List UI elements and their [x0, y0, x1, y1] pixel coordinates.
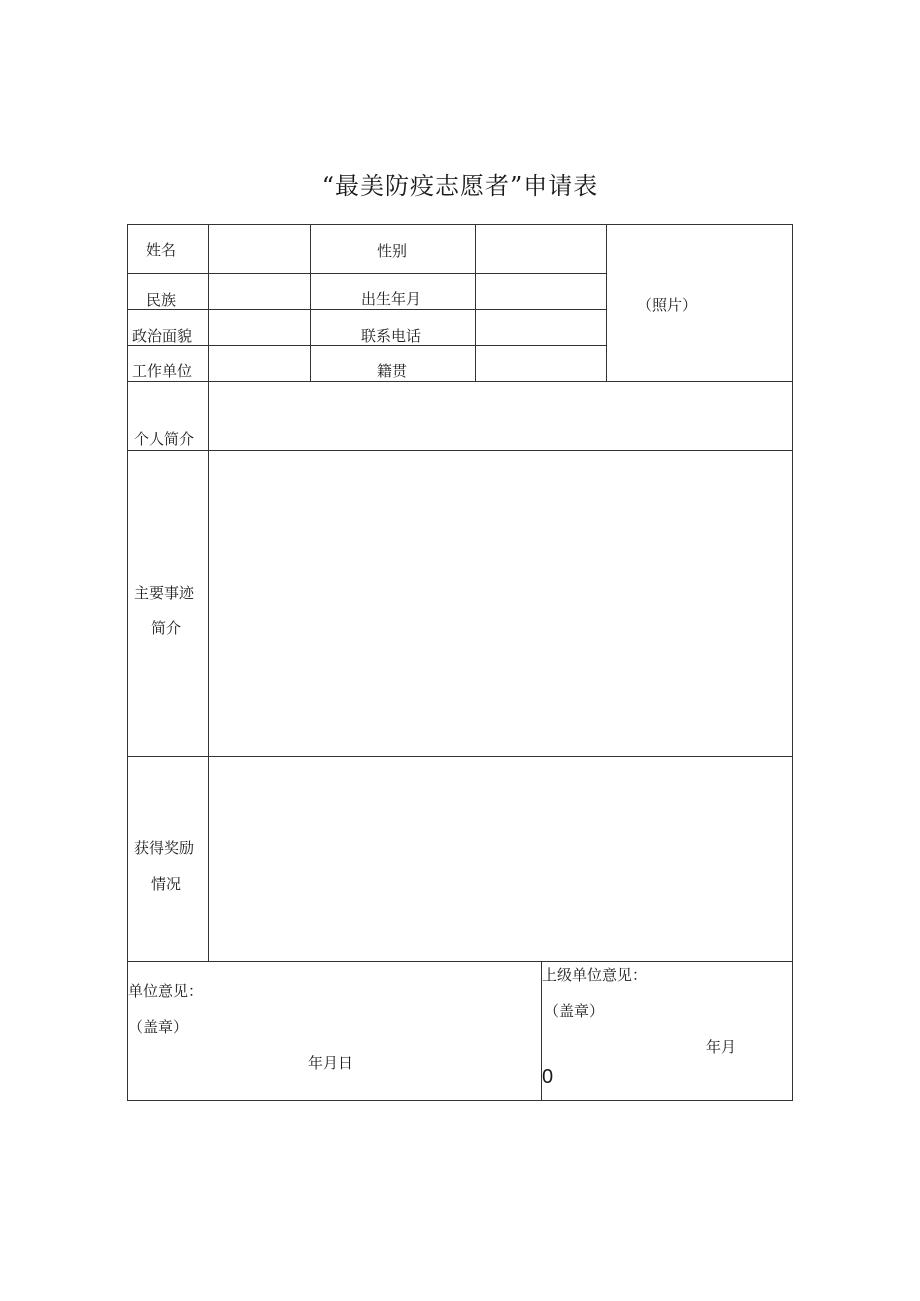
birth-field[interactable] — [476, 274, 606, 309]
photo-placeholder: （照片） — [637, 296, 698, 314]
deeds-label-line1: 主要事迹 — [134, 584, 195, 602]
native-place-label: 籍贯 — [377, 362, 408, 380]
deeds-label-line2: 简介 — [151, 619, 182, 637]
gender-field[interactable] — [476, 225, 606, 273]
column-divider — [310, 224, 311, 381]
birth-label: 出生年月 — [361, 290, 422, 308]
upper-opinion-area[interactable] — [542, 962, 792, 1100]
unit-seal-label: （盖章） — [128, 1018, 189, 1036]
upper-opinion-label: 上级单位意见： — [542, 966, 648, 984]
unit-opinion-label: 单位意见： — [128, 982, 204, 1000]
name-label: 姓名 — [146, 241, 177, 259]
political-field[interactable] — [209, 310, 310, 345]
awards-label-line2: 情况 — [151, 875, 182, 893]
ethnicity-label: 民族 — [146, 291, 177, 309]
table-border-right — [792, 224, 793, 1101]
workplace-label: 工作单位 — [132, 362, 193, 380]
awards-field[interactable] — [209, 757, 792, 961]
upper-date-label: 年月 — [706, 1038, 737, 1056]
profile-field[interactable] — [209, 382, 792, 450]
phone-label: 联系电话 — [361, 327, 422, 345]
column-divider — [606, 224, 607, 381]
deeds-field[interactable] — [209, 451, 792, 756]
unit-opinion-area[interactable] — [128, 962, 541, 1100]
ethnicity-field[interactable] — [209, 274, 310, 309]
phone-field[interactable] — [476, 310, 606, 345]
form-title: “最美防疫志愿者”申请表 — [321, 172, 599, 200]
name-field[interactable] — [209, 225, 310, 273]
workplace-field[interactable] — [209, 346, 310, 381]
upper-date-tail: 0 — [542, 1066, 554, 1088]
political-label: 政治面貌 — [132, 327, 193, 345]
table-border-bottom — [127, 1100, 793, 1101]
profile-label: 个人简介 — [134, 430, 195, 448]
native-place-field[interactable] — [476, 346, 606, 381]
upper-seal-label: （盖章） — [544, 1002, 605, 1020]
unit-date-label: 年月日 — [308, 1054, 354, 1072]
awards-label-line1: 获得奖励 — [134, 839, 195, 857]
gender-label: 性别 — [377, 242, 408, 260]
